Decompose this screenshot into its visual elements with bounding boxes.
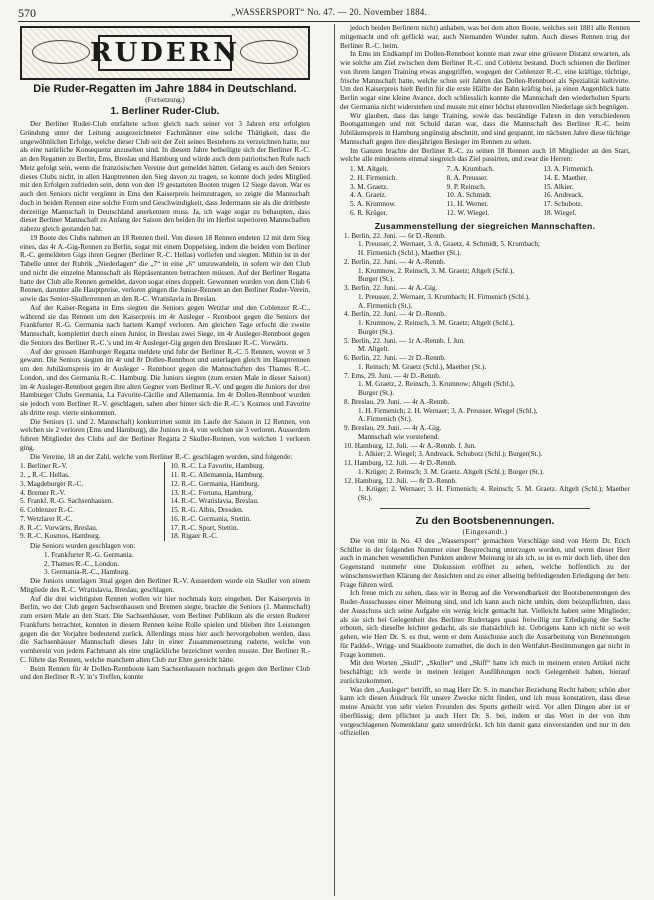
- running-title: „WASSERSPORT“ No. 47. — 20. November 1884.: [231, 7, 427, 17]
- club-item: 1. Berliner R.-V.: [20, 462, 68, 471]
- member-item: 9. P. Reinsch.: [446, 182, 486, 191]
- seniors-beaten-intro: Die Seniors wurden geschlagen von:: [30, 542, 136, 550]
- paragraph: Im Ganzen brachte der Berliner R.-C. zu seinen 18 Rennen auch 18 Mitglieder an den Start, welche alle mindestens einmal siegreich das Ziel passirten, und zwar die Herren:: [340, 146, 630, 164]
- section-heading: 1. Berliner Ruder-Club.: [110, 106, 220, 117]
- result-heading: 9. Breslau, 29. Juni. — 4r A.-Gig.: [344, 424, 442, 432]
- result-crew: Burger (St.).: [358, 327, 395, 336]
- member-item: 3. M. Graetz.: [350, 182, 389, 191]
- article-continued: (Fortsetzung.): [145, 96, 185, 104]
- club-item: 2. „ R.-C. Hellas.: [20, 471, 70, 479]
- result-crew: M. Altgelt.: [358, 345, 390, 354]
- column-separator: [334, 24, 335, 896]
- member-item: 5. A. Krumnow.: [350, 200, 397, 208]
- members-col-3: [533, 165, 630, 218]
- result-crew: A. Firmenich (St.).: [358, 415, 413, 424]
- result-heading: 2. Berlin, 22. Juni. — 4r A.-Rennb.: [344, 257, 446, 266]
- result-crew: A. Firmenich (St.).: [358, 301, 413, 310]
- paragraph: Auf die drei wichtigsten Rennen wollen wir hier nochmals kurz eingehen. Der Kaiserpreis in Berlin, wo der Club gegen Sachsenhausen und Bremen siegte, brachte die Seniors (1. Mannschaft) zum ersten Male an den Start. Die Sachsenhäuser, vom Berliner Publikum als die ersten Ruderer Frankfurts betrachtet, konnten in diesem Rennen keine Rolle spielen und blieben ihre Leistungen gegen die der Vorjahre bedeutend zurück. Allerdings muss hier auch hervorgehoben werden, dass die Sachsenhäuser Mannschaft dieses Jahr in einer Zusammensetzung ruderte, welche von vornherein von jedem Fachmann als eine ungläckliche bezeichnet werden musste. Der Berliner R.-C. führte das Rennen, welche manchem alten Club zur Ehre gereicht hätte.: [20, 594, 310, 664]
- paragraph: In Ems im Endkampf im Dollen-Rennboot konnte man zwar eine grössere Distanz erwarten, als wie solche am Ziel zwischen dem Berliner R.-C. und Coblenz bestand. Doch schienen die Berliner von ihrem langen Training etwas angegriffen, wogegen der Coblenzer R.-C. eine kräftige, tüchtige, frische Mannschaft hatte, welche schon seit Jahren das Dollen-Rennboot als Spezialität kultivirte. Um den Kaiserpreis hielt Berlin für die erste Hälfte der Bahn kräftig bei, ja einen Augenblick hatte Berlin sogar eine kleine Avance, doch schliesslich konnte die Mannschaft den wiederholten Spurts der Germania nicht widerstehen und musste mit einer höchst ehrenvollen Niederlage sich begnügen.: [340, 50, 630, 111]
- result-crew: 1. Reinsch; M. Graetz (Schl.), Maether (St.).: [358, 362, 487, 371]
- result-heading: 4. Berlin, 22. Juni. — 4r D.-Rennb.: [344, 310, 446, 319]
- result-crew: 1. Krüger; 2. Reinsch; 3. M. Graetz. Altgelt (Schl.); Burger (St.).: [358, 467, 544, 476]
- result-crew: 1. Preusser, 2. Wernaer, 3. Krumbach; H. Firmenich (Schl.),: [358, 292, 530, 301]
- rudern-banner: [20, 26, 310, 80]
- club-item: 2. Thames R.-C., London.: [44, 559, 119, 568]
- club-item: 16. R.-C. Germania, Stettin.: [170, 514, 252, 523]
- article-paragraphs: [20, 120, 310, 461]
- club-item: 10. R.-C. La Favorite, Hamburg.: [170, 462, 265, 471]
- member-item: 15. Alkier.: [543, 182, 574, 191]
- right-paragraphs: [340, 24, 630, 164]
- result-crew: 1. Krumnow, 2. Reinsch, 3. M. Graetz; Altgelt (Schl.),: [358, 319, 515, 327]
- club-item: 15. R.-G. Albis, Dresden.: [170, 506, 244, 514]
- member-item: 18. Wiegel.: [543, 208, 577, 217]
- left-column: [20, 24, 310, 898]
- paragraph: Die Juniors unterlagen 3mal gegen den Berliner R.-V. Ausserdem wurde ein Skuller von einem Mitgliede des R.-C. Wratislavia, Breslau, geschlagen.: [20, 577, 310, 594]
- club-item: 3. Germania-R.-C., Hamburg.: [44, 568, 130, 577]
- paragraph: Auf der Kaiser-Regatta in Ems siegten die Seniors gegen Wetzlar und den Coblenzer R.-C., während sie das Rennen um den Kaiserpreis im 4r Ausleger - Rennboot gegen die Seniors der Frankfurter R.-G. Germania nach hartem Kampf verloren. Am gleichen Tage erfocht die zweite Mannschaft, komplettirt durch einen Junior, in Breslau zwei Siege, im 4r Ausleger-Rennboot gegen die Seniors des Berliner R.-C.’s und im 4r Ausleger-Gig gegen den Breslauer R.-C. Vorwärts.: [20, 303, 310, 347]
- member-item: 13. A. Firmenich.: [543, 165, 594, 173]
- result-crew: Burger (St.).: [358, 389, 395, 397]
- result-heading: 5. Berlin, 22. Juni. — 1r A.-Rennb. f. Jun.: [344, 336, 465, 345]
- member-item: 16. Andreack.: [543, 191, 584, 200]
- member-item: 14. E. Maether.: [543, 173, 588, 182]
- result-crew: 1. Krüger; 2. Wernaer; 3. H. Firmenich; 4. Reinsch; 5. M. Graetz. Altgelt (Schl.); Maether (St.).: [358, 485, 630, 502]
- club-item: 4. Bremer R.-V.: [20, 488, 66, 497]
- article2-paragraphs: [340, 537, 630, 738]
- club-item: 8. R.-C. Vorwärts, Breslau.: [20, 523, 98, 532]
- club-item: 7. Wetzlarer R.-C.: [20, 514, 73, 523]
- club-item: 11. R.-C. Allemannia, Hamburg.: [170, 471, 264, 479]
- running-header: [18, 4, 640, 20]
- banner-title: RUDERN: [89, 37, 241, 68]
- paragraph: Auf der grossen Hamburger Regatta meldete und fuhr der Berliner R.-C. 5 Rennen, wovon er 3 gewann. Die Seniors siegten im 4r und 8r Dollen-Rennboot und unterlagen gleich im Hauptrennen um den Jubiläumspreis im 4r Ausleger - Rennboot gegen die Mannschaften des Thames R.-C. London, und des Germania R.-C. Hamburg. Die Juniors siegten (zum ersten Male in dieser Saison) im 4r Ausleger-Rennboot gegen ihre alten Gegner vom Berliner R.-V. und gegen die Juniors der drei Hamburger Clubs Germania, La Favorite-Cäcilie und Allemannia. Im 4r Dollen-Rennboot wurden sie jedoch vom Berliner R.-V. geschlagen, sahen aber hinter sich die R.-C.’s Kosmos und Favorite als dritte resp. vierte einkommen.: [20, 347, 310, 417]
- club-item: 6. Coblenzer R.-C.: [20, 506, 75, 514]
- result-crew: Burger (St.).: [358, 275, 395, 284]
- banner-frame: [89, 35, 241, 71]
- paragraph: Wir glauben, dass das lange Training, sowie das beständige Fahren in den verschiedenen Bootsgattungen und mit Schuld daran war, dass die Mannschaft des Berliner R.-C. beim Jubiläumspreis in Hamburg ungünstig abschnitt, und sind gespannt, im nächsten Jahre diese tüchtige Mannschaft gegen ihre diesjährigen Besieger im Rennen zu sehen.: [340, 111, 630, 146]
- result-heading: 12. Hamburg, 12. Juli. — 8r D.-Rennb.: [344, 476, 457, 485]
- members-table: [340, 165, 630, 218]
- beaten-col-1: [20, 462, 165, 541]
- result-heading: 1. Berlin, 22. Juni. — 6r D.-Rennb.: [344, 231, 446, 240]
- ornament-left: [32, 40, 90, 64]
- result-crew: H. Firmenich (Schl.), Maether (St.).: [358, 249, 462, 257]
- beaten-col-2: [165, 462, 311, 541]
- member-item: 17. Schubotz.: [543, 200, 583, 208]
- result-crew: 1. Krumnow, 2. Reinsch, 3. M. Graetz; Altgelt (Schl.),: [358, 266, 515, 275]
- paragraph: Mit den Worten „Skull“, „Skuller“ und „Skiff“ hatte ich mich in meinem ersten Artikel nicht beschäftigt; ich werde in meinen lezigen Ausführungen noch Gelegenheit haben, hierauf zurückzukommen.: [340, 659, 630, 685]
- member-item: 10. A. Schmidt.: [446, 191, 492, 200]
- paragraph: Die Seniors (1. und 2. Mannschaft) konkurrirten somit im Laufe der Saison in 12 Rennen, von welchen sie 2 verloren (Ems und Hamburg), die Juniors in 4, von welchen sie 3 verloren. Ausserdem fuhren Mitglieder des Clubs auf der Berliner Regatta 2 Skuller-Rennen, von welchen 1 verloren ging.: [20, 417, 310, 452]
- paragraph: Die Vereine, 18 an der Zahl, welche vom Berliner R.-C. geschlagen wurden, sind folgende:: [30, 452, 293, 461]
- result-crew: Mannschaft wie vorstehend.: [358, 432, 440, 441]
- result-crew: 1. Alkier; 2. Wiegel; 3. Andreack. Schubotz (Schl.); Burger(St.).: [358, 450, 543, 459]
- member-item: 11. H. Werner.: [446, 200, 489, 208]
- club-item: 17. R.-C. Sport, Stettin.: [170, 523, 239, 532]
- article-separator: [380, 508, 590, 509]
- member-item: 6. R. Krüger.: [350, 208, 388, 217]
- article2-subtitle: (Eingesandt.): [462, 527, 508, 536]
- page-number: 570: [18, 6, 36, 20]
- results-list: [340, 232, 630, 503]
- club-item: 1. Frankfurter R.-G. Germania.: [44, 550, 134, 559]
- member-item: 2. H. Firmenich.: [350, 173, 398, 182]
- article2-title: Zu den Bootsbenennungen.: [415, 514, 555, 527]
- result-heading: 7. Ems, 29. Juni. — 4r D.-Rennb.: [344, 371, 441, 380]
- club-item: 3. Magdeburger R.-C.: [20, 479, 84, 488]
- result-crew: 1. M. Graetz, 2. Reinsch, 3. Krumnow; Altgelt (Schl.),: [358, 380, 515, 389]
- club-item: 12. R.-C. Germania, Hamburg.: [170, 479, 260, 488]
- result-crew: 1. H. Firmenich; 2. H. Wernaer; 3. A. Preusser. Wiegel (Schl.),: [358, 406, 538, 415]
- header-rule: [18, 21, 640, 22]
- paragraph: Ich freue mich zu sehen, dass wir in Bezug auf die Verwendbarkeit der Bootsbenennungen des Ruder-Ausschusses einer Meinung sind, und ich kann auch nicht umhin, dem beizupflichten, dass der Ausschuss sich seine Aufgabe ein wenig leicht gemacht hat. Vielleicht haben seine Mitglieder, als sie sich bei Gelegenheit des Berliner Rudertages quasi freiwillig zur Erledigung der Sache erboten, sich dieselbe leichter gedacht, als sie thatsächlich ist. Uebrigens kann ich nicht so weit gehen, wie Herr Dr. S. es thut, wenn er dem Ausschusse auch die Ausarbeitung von Benennungen für Paddel-, Wrigg- und Staakboote zumuthet, die doch in den Wettfahrt-Bestimmungen gar nicht in Frage kommen.: [340, 589, 630, 659]
- beaten-clubs-table: [20, 462, 310, 541]
- member-item: 12. W. Wiegel.: [446, 208, 490, 217]
- result-heading: 11. Hamburg, 12. Juli. — 4r D.-Rennb.: [344, 459, 457, 467]
- paragraph: Was den „Ausleger“ betrifft, so mag Herr Dr. S. in mancher Beziehung Recht haben; schön aber kann ich diesen Ausdruck für unsere Zwecke nicht finden, und ich muss konstatiren, dass diese meine Ansicht von sehr vielen Freunden des Sports getheilt wird. Vor allen Dingen aber ist er überflüssig; dem pflichtet ja auch Herr Dr. S. bei, indem er das Wort in der von ihm vorgeschlagenen Nomenklatur ganz unterdrückt. Ich bin damit ganz einverstanden und nur in den offiziellen: [340, 685, 630, 738]
- seniors-beaten-list: [20, 551, 310, 577]
- members-col-1: [340, 165, 437, 218]
- article-paragraphs-2: [20, 577, 310, 682]
- club-item: 5. Frankf. R.-G. Sachsenhausen.: [20, 497, 114, 506]
- club-item: 14. R.-C. Wratislavia, Breslau.: [170, 497, 259, 506]
- paragraph: Der Berliner Ruder-Club entfaltete schon gleich nach seiner vor 3 Jahren erst erfolgten Gründung unter der Leitung ausgezeichneter Fachmänner eine solche Thätigkeit, dass die ungewöhnlichen Erfolge, welche dieser Club seit der Zeit seines Bestehens zu verzeichnen hatte, nur als eine natürliche Konsequenz anzusehen sind. In diesem Jahre betheiligte sich der Berliner R.-C. an den Regatten zu Berlin, Ems, Breslau und Hamburg und würde auch dem patriotischen Rufe nach Metz gefolgt sein, wenn die französischen Vereine dort gemeldet hätten. Gelang es auch den Seniors dieses Clubs nicht, in allen Hauptrennen den Sieg davon zu tragen, so konnte doch jedes Mitglied mit den Erfolgen zufrieden sein, denn von den 19 gestarteten Booten trugen 12 Siege davon. War es auch den Seniors nicht vergönnt in Ems den Kaiserpreis heimzutragen, so zeigte die Mannschaft doch in beiden Rennen eine solche Form und Geschwindigkeit, dass Jedermann sie als die drittbeste derzeitige Mannschaft in Deutschland anerkennen muss. Ja, ich wage sogar zu behaupten, dass dieser Berliner Mannschaft zu Anfang der Saison den beiden ihr im Herbst superioren Mannschaften nahezu gleich gestanden hat.: [20, 120, 310, 233]
- club-item: 18. Rigaer R.-C.: [170, 532, 218, 541]
- result-crew: 1. Preusser, 2. Wernaer, 3. A. Graetz, 4. Schmidt, 5. Krumbach;: [358, 240, 540, 249]
- club-item: 9. R.-C. Kosmos, Hamburg.: [20, 532, 101, 541]
- right-column: [340, 24, 630, 898]
- members-col-2: [437, 165, 534, 218]
- paragraph: jedoch beiden Berlinern nicht) anhaben, was bei dem alten Boote, welches seit 1881 alle Rennen mitgemacht und oft geflickt war, auch Niemanden Wunder nahm. Auch dieses Rennen trug der Berliner R.-C. heim.: [340, 24, 630, 50]
- result-heading: 10. Hamburg, 12. Juli. — 4r A.-Rennb. f. Jun.: [344, 441, 477, 450]
- member-item: 8. A. Preusser.: [446, 173, 488, 182]
- result-heading: 8. Breslau, 29. Juni. — 4r A.-Rennb.: [344, 397, 450, 406]
- member-item: 7. A. Krumbach.: [446, 165, 495, 173]
- ornament-right: [240, 40, 298, 64]
- results-title: Zusammenstellung der siegreichen Mannschaften.: [374, 220, 596, 231]
- member-item: 1. M. Altgelt.: [350, 165, 389, 173]
- paragraph: Die von mir in No. 43 des „Wassersport“ gemachten Vorschläge sind von Herrn Dr. Erich Schiller in der folgenden Nummer einer Besprechung unterzogen worden, und wenn dieser Herr auch in manchen wesentlichen Punkten anderer Meinung ist als ich, so ist es mir doch lieb, über den Gegenstand nunmehr eine Diskussion eröffnet zu sehen, welche hoffentlich zu der wünschenswerthen Klärung der Ansichten und zu einer allseitig befriedigenden Erledigung der betr. Frage führen wird.: [340, 536, 630, 589]
- member-item: 4. A. Graetz.: [350, 191, 387, 200]
- club-item: 13. R.-C. Fortuna, Hamburg.: [170, 488, 254, 497]
- paragraph: 19 Boote des Clubs nahmen an 18 Rennen theil. Von diesen 18 Rennen endeten 12 mit dem Sieg eines, das 4r A.-Gig-Rennen zu Berlin, sogar mit einem Doppelsieg, indem die beiden vom Berliner R.-C. gemeldeten Gigs ihren Gegner (Berliner R.-C. Hellas) vorliefen und siegten. Mithin ist in der Tabelle unter der Rubrik „Niederlagen“ die „7“ in eine „6“ umzuwandeln, in sofern wir den Club und nicht die einzelne Mannschaft als Repräsentanten betrachten müssen. Auf der Berliner Regatta hatte der Club alle Rennen gemeldet, davon sogar eines doppelt. Gewonnen wurden von dem Club 6 Rennen, darunter alle Hauptpreise, verloren gingen die Junior-Rennen an den Berliner Ruder-Verein, sowie das Senior-Skullerrennen an den R.-C. Wratislavia in Breslau.: [20, 233, 310, 303]
- result-heading: 6. Berlin, 22. Juni. — 2r D.-Rennb.: [344, 354, 446, 362]
- paragraph: Beim Rennen für 4r Dollen-Rennboote kam Sachsenhausen nochmals gegen den Berliner Club und den Berliner R.-V. in’s Treffen, konnte: [20, 664, 310, 682]
- result-heading: 3. Berlin, 22. Juni. — 4r A.-Gig.: [344, 284, 438, 292]
- article-title: Die Ruder-Regatten im Jahre 1884 in Deutschland.: [33, 83, 297, 95]
